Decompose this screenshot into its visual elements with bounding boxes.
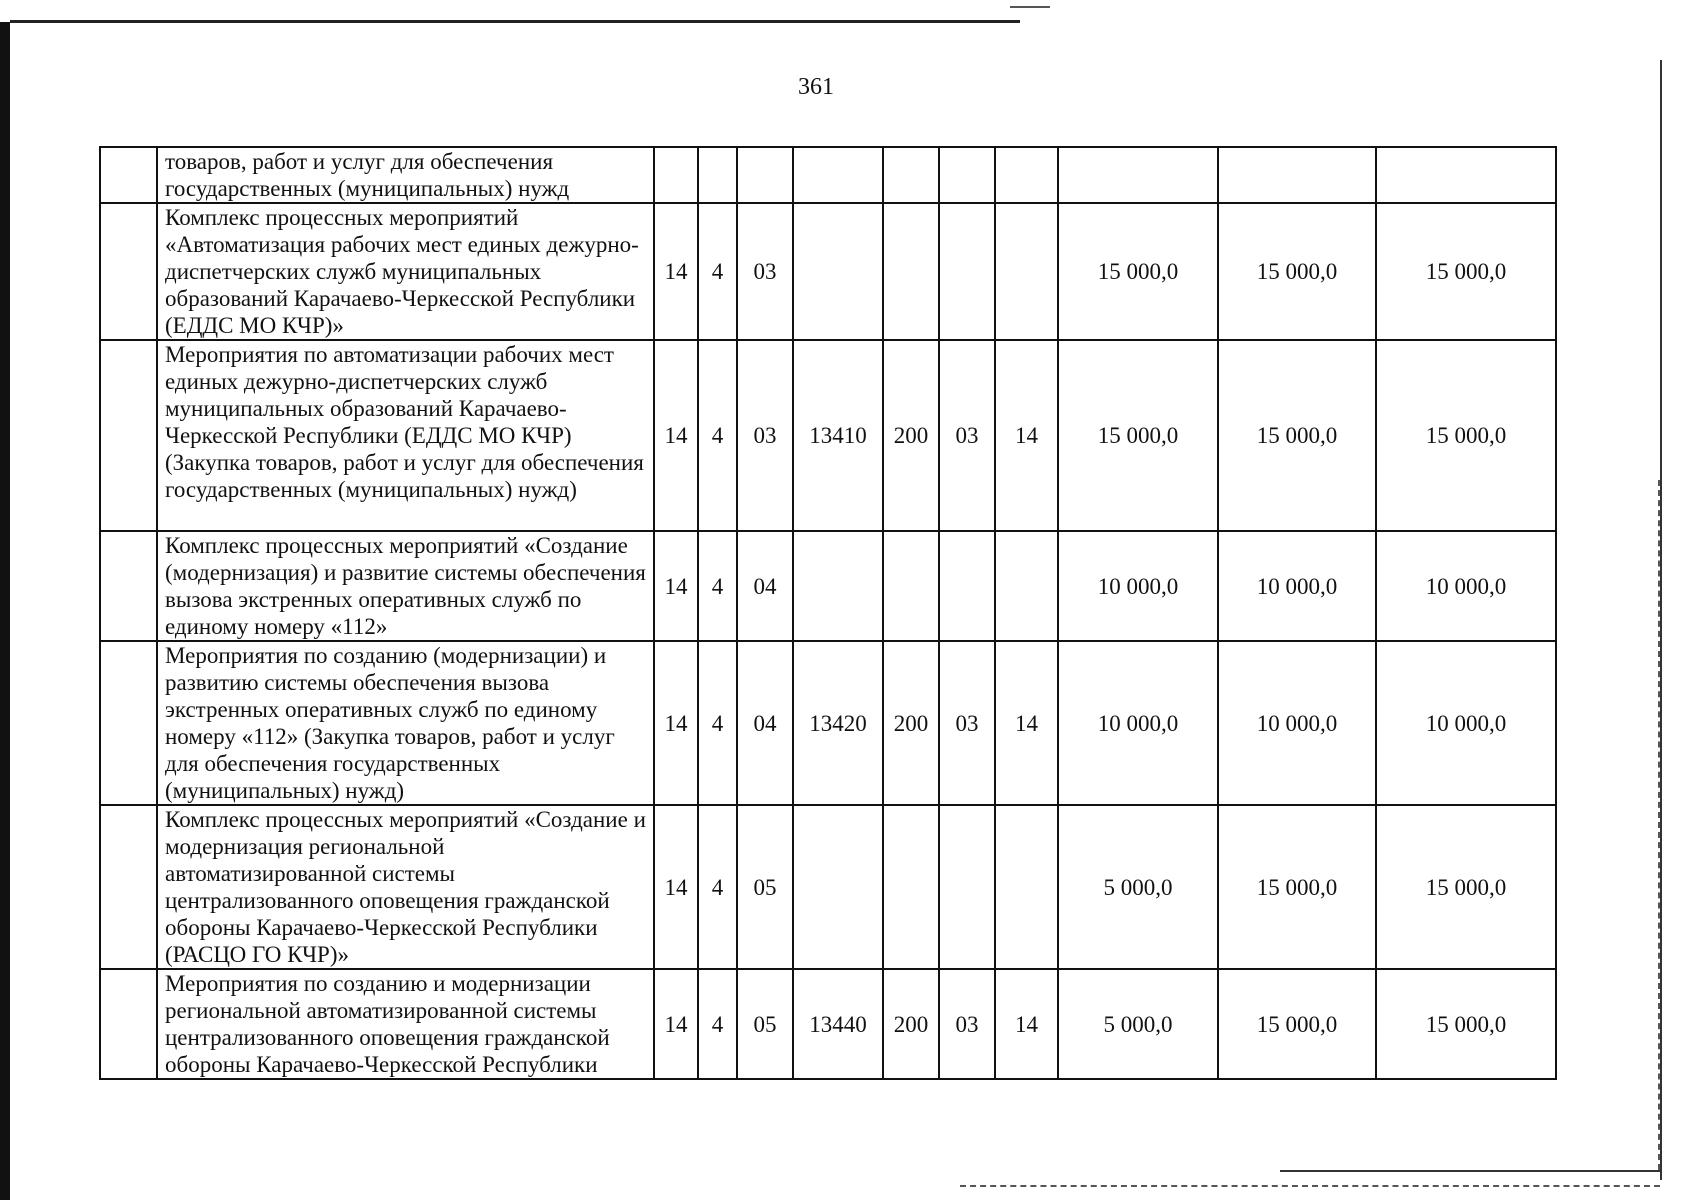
row-number-cell bbox=[100, 641, 157, 805]
amount-cell-v2: 15 000,0 bbox=[1218, 340, 1376, 531]
code-cell-c7: 14 bbox=[995, 641, 1058, 805]
code-cell-c2: 4 bbox=[698, 203, 737, 340]
code-cell-c3 bbox=[737, 147, 793, 203]
item-name-cell: товаров, работ и услуг для обеспечения государственных (муниципальных) нужд bbox=[157, 147, 654, 203]
amount-cell-v1 bbox=[1058, 147, 1218, 203]
code-cell-c6 bbox=[939, 203, 995, 340]
scan-edge-top bbox=[10, 20, 1020, 23]
code-cell-c6: 03 bbox=[939, 969, 995, 1079]
code-cell-c2 bbox=[698, 147, 737, 203]
code-cell-c1: 14 bbox=[654, 340, 698, 531]
amount-cell-v1: 15 000,0 bbox=[1058, 203, 1218, 340]
item-name-cell: Мероприятия по созданию и модернизации региональной автоматизированной системы централизованного оповещения гражданской обороны Карачаево-Черкесской Республики bbox=[157, 969, 654, 1079]
code-cell-c7: 14 bbox=[995, 340, 1058, 531]
code-cell-c1: 14 bbox=[654, 641, 698, 805]
amount-cell-v2: 15 000,0 bbox=[1218, 969, 1376, 1079]
code-cell-c5 bbox=[883, 203, 939, 340]
row-number-cell bbox=[100, 805, 157, 969]
amount-cell-v3: 10 000,0 bbox=[1376, 641, 1556, 805]
code-cell-c2: 4 bbox=[698, 641, 737, 805]
code-cell-c7 bbox=[995, 805, 1058, 969]
code-cell-c7 bbox=[995, 531, 1058, 641]
row-number-cell bbox=[100, 340, 157, 531]
table-row bbox=[100, 805, 1556, 969]
code-cell-c3: 03 bbox=[737, 340, 793, 531]
row-number-cell bbox=[100, 147, 157, 203]
code-cell-c1: 14 bbox=[654, 805, 698, 969]
scan-edge-bottom bbox=[960, 1185, 1660, 1187]
table-row bbox=[100, 147, 1556, 203]
code-cell-c5: 200 bbox=[883, 340, 939, 531]
code-cell-c5: 200 bbox=[883, 641, 939, 805]
table-row bbox=[100, 641, 1556, 805]
amount-cell-v3: 15 000,0 bbox=[1376, 340, 1556, 531]
page-number: 361 bbox=[798, 74, 834, 100]
code-cell-c4 bbox=[793, 147, 883, 203]
code-cell-c1 bbox=[654, 147, 698, 203]
code-cell-c2: 4 bbox=[698, 531, 737, 641]
code-cell-c7: 14 bbox=[995, 969, 1058, 1079]
code-cell-c6 bbox=[939, 805, 995, 969]
amount-cell-v2: 15 000,0 bbox=[1218, 805, 1376, 969]
budget-table bbox=[99, 146, 1557, 1080]
table-row bbox=[100, 531, 1556, 641]
code-cell-c4 bbox=[793, 805, 883, 969]
code-cell-c5 bbox=[883, 531, 939, 641]
code-cell-c2: 4 bbox=[698, 969, 737, 1079]
code-cell-c2: 4 bbox=[698, 340, 737, 531]
amount-cell-v3: 10 000,0 bbox=[1376, 531, 1556, 641]
code-cell-c6: 03 bbox=[939, 641, 995, 805]
code-cell-c5: 200 bbox=[883, 969, 939, 1079]
amount-cell-v1: 5 000,0 bbox=[1058, 969, 1218, 1079]
code-cell-c2: 4 bbox=[698, 805, 737, 969]
code-cell-c7 bbox=[995, 203, 1058, 340]
row-number-cell bbox=[100, 531, 157, 641]
code-cell-c4 bbox=[793, 531, 883, 641]
code-cell-c7 bbox=[995, 147, 1058, 203]
amount-cell-v2: 10 000,0 bbox=[1218, 641, 1376, 805]
item-name-cell: Комплекс процессных мероприятий «Создание и модернизация региональной автоматизированной системы централизованного оповещения гражданской обороны Карачаево-Черкесской Республики (РАСЦО ГО КЧР)» bbox=[157, 805, 654, 969]
amount-cell-v3 bbox=[1376, 147, 1556, 203]
item-name-cell: Мероприятия по созданию (модернизации) и развитию системы обеспечения вызова экстренных оперативных служб по единому номеру «112» (Закупка товаров, работ и услуг для обеспечения государственных (муниципальных) нужд) bbox=[157, 641, 654, 805]
table-row bbox=[100, 340, 1556, 531]
code-cell-c3: 03 bbox=[737, 203, 793, 340]
scan-edge-top-mark bbox=[1010, 6, 1050, 8]
table-row bbox=[100, 969, 1556, 1079]
amount-cell-v2: 10 000,0 bbox=[1218, 531, 1376, 641]
item-name-cell: Мероприятия по автоматизации рабочих мест единых дежурно-диспетчерских служб муниципальных образований Карачаево-Черкесской Республики (ЕДДС МО КЧР) (Закупка товаров, работ и услуг для обеспечения государственных (муниципальных) нужд) bbox=[157, 340, 654, 531]
amount-cell-v2 bbox=[1218, 147, 1376, 203]
row-number-cell bbox=[100, 203, 157, 340]
code-cell-c4 bbox=[793, 203, 883, 340]
code-cell-c5 bbox=[883, 147, 939, 203]
code-cell-c3: 04 bbox=[737, 641, 793, 805]
amount-cell-v1: 10 000,0 bbox=[1058, 531, 1218, 641]
scan-edge-bottom-line bbox=[1280, 1170, 1660, 1172]
code-cell-c1: 14 bbox=[654, 203, 698, 340]
table-row bbox=[100, 203, 1556, 340]
scan-edge-left bbox=[0, 22, 10, 1200]
amount-cell-v3: 15 000,0 bbox=[1376, 969, 1556, 1079]
code-cell-c6: 03 bbox=[939, 340, 995, 531]
amount-cell-v2: 15 000,0 bbox=[1218, 203, 1376, 340]
amount-cell-v3: 15 000,0 bbox=[1376, 805, 1556, 969]
scan-edge-right-dashed bbox=[1658, 480, 1660, 1170]
item-name-cell: Комплекс процессных мероприятий «Автоматизация рабочих мест единых дежурно-диспетчерских служб муниципальных образований Карачаево-Черкесской Республики (ЕДДС МО КЧР)» bbox=[157, 203, 654, 340]
amount-cell-v1: 15 000,0 bbox=[1058, 340, 1218, 531]
amount-cell-v1: 10 000,0 bbox=[1058, 641, 1218, 805]
code-cell-c3: 05 bbox=[737, 969, 793, 1079]
code-cell-c5 bbox=[883, 805, 939, 969]
code-cell-c6 bbox=[939, 531, 995, 641]
code-cell-c6 bbox=[939, 147, 995, 203]
row-number-cell bbox=[100, 969, 157, 1079]
code-cell-c3: 05 bbox=[737, 805, 793, 969]
code-cell-c1: 14 bbox=[654, 531, 698, 641]
scan-edge-right bbox=[1660, 60, 1662, 1180]
code-cell-c4: 13410 bbox=[793, 340, 883, 531]
code-cell-c4: 13420 bbox=[793, 641, 883, 805]
amount-cell-v1: 5 000,0 bbox=[1058, 805, 1218, 969]
code-cell-c3: 04 bbox=[737, 531, 793, 641]
amount-cell-v3: 15 000,0 bbox=[1376, 203, 1556, 340]
item-name-cell: Комплекс процессных мероприятий «Создание (модернизация) и развитие системы обеспечения вызова экстренных оперативных служб по единому номеру «112» bbox=[157, 531, 654, 641]
code-cell-c4: 13440 bbox=[793, 969, 883, 1079]
code-cell-c1: 14 bbox=[654, 969, 698, 1079]
